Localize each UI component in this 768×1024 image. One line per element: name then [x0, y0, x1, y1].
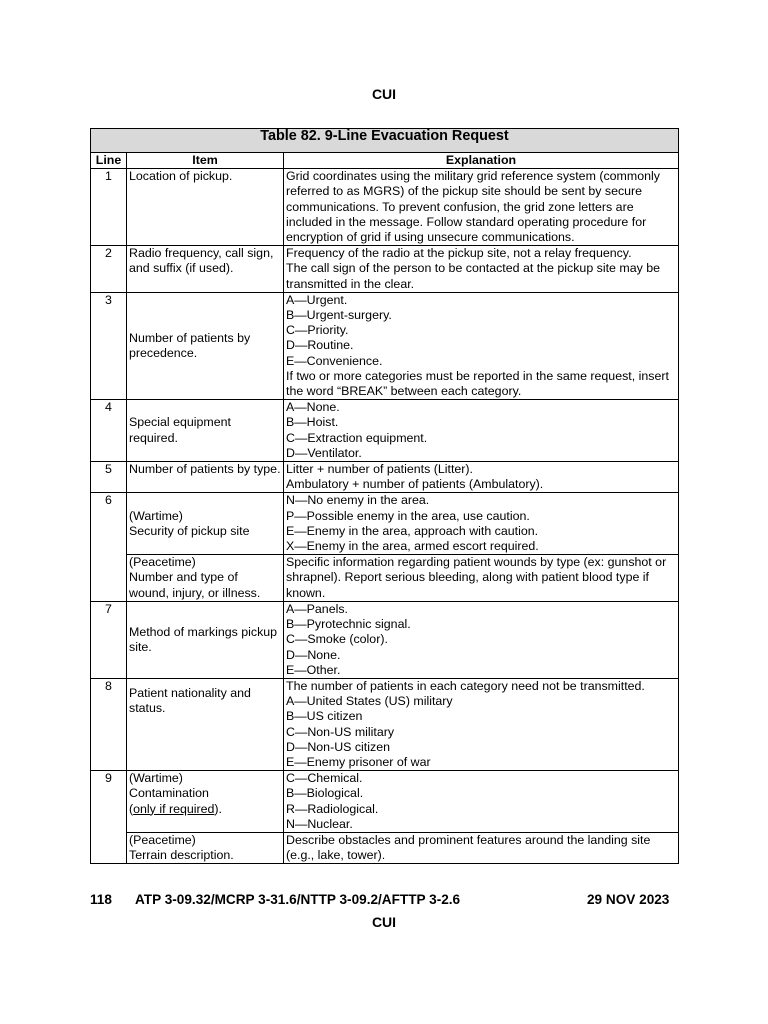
explanation-cell — [284, 771, 679, 833]
explanation-cell — [284, 678, 679, 770]
item-line: (Peacetime) — [129, 832, 196, 847]
explanation-line: C—Extraction equipment. — [286, 430, 428, 445]
line-number: 7 — [91, 601, 127, 678]
item-cell: Special equipment required. — [127, 400, 284, 462]
explanation-line: X—Enemy in the area, armed escort required. — [286, 539, 539, 554]
table-row — [91, 678, 679, 770]
line-number: 2 — [91, 246, 127, 293]
column-header-line: Line — [91, 153, 127, 169]
table-row — [91, 555, 679, 602]
column-header-item: Item — [127, 153, 284, 169]
item-line: Number and type of wound, injury, or illness. — [129, 570, 261, 600]
publication-id: ATP 3-09.32/MCRP 3-31.6/NTTP 3-09.2/AFTTP 3-2.6 — [135, 892, 461, 907]
explanation-line: If two or more categories must be reported in the same request, insert the word “BREAK” between each category. — [286, 368, 669, 399]
explanation-line: A—Urgent. — [286, 292, 348, 307]
explanation-line: B—Pyrotechnic signal. — [286, 617, 411, 632]
explanation-line: E—Convenience. — [286, 353, 383, 368]
explanation-line: C—Chemical. — [286, 771, 363, 786]
explanation-line: A—United States (US) military — [286, 694, 453, 709]
table-caption: Table 82. 9-Line Evacuation Request — [91, 129, 679, 153]
explanation-line: C—Smoke (color). — [286, 632, 388, 647]
explanation-line: A—Panels. — [286, 601, 348, 616]
explanation-line: D—None. — [286, 647, 341, 662]
explanation-line: B—Biological. — [286, 786, 364, 801]
table-row — [91, 169, 679, 246]
table-row — [91, 462, 679, 493]
item-cell: Number of patients by type. — [127, 462, 284, 493]
publication-date: 29 NOV 2023 — [587, 892, 670, 907]
table-row — [91, 601, 679, 678]
item-line: Contamination — [129, 786, 209, 801]
line-number: 5 — [91, 462, 127, 493]
explanation-cell — [284, 601, 679, 678]
explanation-cell: Describe obstacles and prominent features around the landing site (e.g., lake, tower). — [284, 832, 679, 863]
explanation-line: D—Routine. — [286, 338, 354, 353]
explanation-cell — [284, 462, 679, 493]
item-line: Terrain description. — [129, 848, 234, 863]
item-cell: Location of pickup. — [127, 169, 284, 246]
explanation-line: D—Non-US citizen — [286, 739, 390, 754]
explanation-line: B—Hoist. — [286, 415, 339, 430]
explanation-cell — [284, 400, 679, 462]
explanation-line: E—Other. — [286, 662, 341, 677]
item-cell: Number of patients by precedence. — [127, 292, 284, 399]
item-cell — [127, 678, 284, 770]
item-line: (only if required). — [129, 801, 222, 816]
item-cell — [127, 771, 284, 833]
explanation-line: C—Priority. — [286, 323, 349, 338]
explanation-cell: Specific information regarding patient wounds by type (ex: gunshot or shrapnel). Report serious bleeding, along with patient blood type if known. — [284, 555, 679, 602]
explanation-line: Ambulatory + number of patients (Ambulatory). — [286, 477, 544, 492]
item-cell: Method of markings pickup site. — [127, 601, 284, 678]
explanation-line: E—Enemy in the area, approach with caution. — [286, 523, 539, 538]
item-line: Security of pickup site — [129, 523, 250, 538]
explanation-cell — [284, 246, 679, 293]
cui-marking-bottom: CUI — [371, 914, 397, 930]
item-cell: Radio frequency, call sign, and suffix (if used). — [127, 246, 284, 293]
page-number: 118 — [90, 892, 112, 907]
table-row — [91, 771, 679, 833]
line-number: 8 — [91, 678, 127, 770]
item-line: (Peacetime) — [129, 555, 196, 570]
explanation-line: D—Ventilator. — [286, 445, 362, 460]
item-cell — [127, 493, 284, 555]
item-line: (Wartime) — [129, 508, 183, 523]
line-number: 6 — [91, 493, 127, 601]
table-row — [91, 292, 679, 399]
explanation-cell — [284, 493, 679, 555]
line-number: 3 — [91, 292, 127, 399]
explanation-cell — [284, 292, 679, 399]
explanation-line: B—US citizen — [286, 709, 363, 724]
line-number: 9 — [91, 771, 127, 864]
explanation-line: A—None. — [286, 400, 340, 415]
explanation-line: Litter + number of patients (Litter). — [286, 462, 473, 477]
explanation-line: R—Radiological. — [286, 801, 379, 816]
explanation-line: Frequency of the radio at the pickup site, not a relay frequency. — [286, 246, 632, 261]
line-number: 1 — [91, 169, 127, 246]
item-cell — [127, 555, 284, 602]
table-row — [91, 246, 679, 293]
item-text: Patient nationality and status. — [129, 685, 251, 716]
explanation-line: N—No enemy in the area. — [286, 493, 430, 508]
explanation-line: The call sign of the person to be contacted at the pickup site may be transmitted in the clear. — [286, 261, 661, 291]
table-row — [91, 832, 679, 863]
item-line: (Wartime) — [129, 771, 183, 786]
item-cell — [127, 832, 284, 863]
table-row — [91, 400, 679, 462]
explanation-cell: Grid coordinates using the military grid reference system (commonly referred to as MGRS) of the pickup site should be sent by secure communications. To prevent confusion, the grid zone letters are included in the message. Follow standard operating procedure for encryption of grid if using unsecure communications. — [284, 169, 679, 246]
line-number: 4 — [91, 400, 127, 462]
table-row — [91, 493, 679, 555]
explanation-line: B—Urgent-surgery. — [286, 308, 392, 323]
explanation-line: The number of patients in each category need not be transmitted. — [286, 678, 645, 693]
explanation-line: E—Enemy prisoner of war — [286, 754, 431, 769]
column-header-explanation: Explanation — [284, 153, 679, 169]
explanation-line: P—Possible enemy in the area, use caution. — [286, 508, 530, 523]
explanation-line: C—Non-US military — [286, 724, 395, 739]
explanation-line: N—Nuclear. — [286, 816, 353, 831]
evacuation-request-table — [90, 128, 679, 864]
cui-marking-top: CUI — [371, 86, 397, 102]
underlined-text: only if required — [133, 801, 215, 816]
